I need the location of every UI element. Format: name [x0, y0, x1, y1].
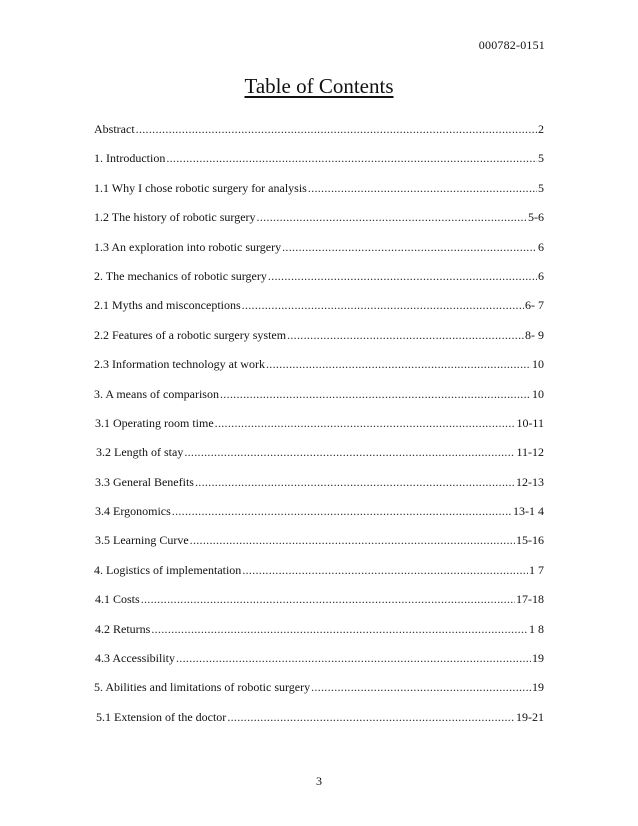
- toc-entry-page: 19-21: [516, 709, 544, 724]
- toc-entry: [94, 475, 544, 504]
- toc-entry-page: 6- 7: [525, 298, 544, 313]
- toc-leader: [308, 181, 537, 196]
- document-id: 000782-0151: [478, 38, 545, 52]
- toc-entry: [94, 710, 544, 739]
- toc-entry: [94, 680, 544, 709]
- toc-entry-page: 1 8: [529, 621, 544, 636]
- toc-entry: [94, 357, 544, 386]
- toc-entry-label: 1.3 An exploration into robotic surgery: [94, 239, 282, 254]
- toc-leader: [220, 387, 531, 402]
- toc-entry: [94, 328, 544, 357]
- toc-entry-page: 6: [538, 239, 544, 254]
- toc-leader: [172, 504, 512, 519]
- toc-entry-label: 1. Introduction: [94, 151, 166, 166]
- toc-entry-label: 3.1 Operating room time: [95, 415, 214, 430]
- toc-leader: [311, 680, 531, 695]
- toc-entry: [94, 240, 544, 269]
- toc-entry-page: 5-6: [528, 210, 544, 225]
- toc-entry-label: 1.2 The history of robotic surgery: [94, 210, 256, 225]
- toc-entry-label: 5. Abilities and limitations of robotic surgery: [94, 680, 311, 695]
- toc-leader: [215, 416, 516, 431]
- toc-entry: [94, 622, 544, 651]
- toc-entry: [94, 269, 544, 298]
- toc-entry-page: 17-18: [516, 592, 544, 607]
- toc-entry-page: 19: [532, 651, 544, 666]
- toc-entry: [94, 181, 544, 210]
- toc-entry: [94, 387, 544, 416]
- toc-entry: [94, 122, 544, 151]
- toc-entry: [94, 651, 544, 680]
- toc-leader: [166, 151, 537, 166]
- toc-leader: [136, 122, 537, 137]
- toc-entry-label: 2.1 Myths and misconceptions: [94, 298, 241, 313]
- toc-leader: [242, 298, 524, 313]
- toc-leader: [151, 622, 528, 637]
- toc-entry: [94, 563, 544, 592]
- toc-leader: [227, 710, 515, 725]
- toc-entry-label: 2.3 Information technology at work: [94, 357, 265, 372]
- table-of-contents: [94, 122, 544, 739]
- toc-entry-page: 5: [538, 180, 544, 195]
- toc-entry-page: 11-12: [516, 445, 544, 460]
- toc-entry-page: 6: [538, 268, 544, 283]
- toc-leader: [141, 592, 515, 607]
- toc-entry-page: 10: [532, 386, 544, 401]
- toc-entry-page: 8- 9: [525, 327, 544, 342]
- toc-leader: [195, 475, 515, 490]
- toc-entry-label: 4. Logistics of implementation: [94, 562, 242, 577]
- toc-entry-page: 19: [532, 680, 544, 695]
- toc-entry: [94, 298, 544, 327]
- toc-entry-label: 3.5 Learning Curve: [95, 533, 189, 548]
- toc-leader: [190, 533, 515, 548]
- toc-entry: [94, 445, 544, 474]
- toc-entry-page: 5: [538, 151, 544, 166]
- toc-entry: [94, 533, 544, 562]
- page-number: 3: [316, 774, 322, 788]
- toc-entry-label: 5.1 Extension of the doctor: [96, 709, 227, 724]
- toc-entry-label: 4.2 Returns: [95, 621, 151, 636]
- toc-leader: [268, 269, 537, 284]
- toc-entry: [94, 592, 544, 621]
- toc-leader: [287, 328, 524, 343]
- toc-entry-label: 1.1 Why I chose robotic surgery for analysis: [94, 180, 307, 195]
- toc-entry: [94, 210, 544, 239]
- toc-entry: [94, 151, 544, 180]
- toc-leader: [257, 210, 527, 225]
- toc-entry-label: 2.2 Features of a robotic surgery system: [94, 327, 287, 342]
- toc-leader: [266, 357, 531, 372]
- toc-entry-page: 15-16: [516, 533, 544, 548]
- page-title: Table of Contents: [244, 74, 394, 98]
- toc-entry-page: 12-13: [516, 474, 544, 489]
- toc-leader: [176, 651, 531, 666]
- toc-leader: [242, 563, 528, 578]
- toc-entry-page: 10-11: [516, 415, 544, 430]
- toc-entry-page: 1 7: [529, 562, 544, 577]
- toc-entry-page: 13-1 4: [513, 504, 544, 519]
- toc-entry-label: 3.2 Length of stay: [96, 445, 184, 460]
- toc-entry-label: Abstract: [94, 122, 135, 136]
- toc-entry-label: 3. A means of comparison: [94, 386, 219, 401]
- toc-entry-label: 4.3 Accessibility: [95, 651, 175, 666]
- toc-entry: [94, 416, 544, 445]
- toc-entry-label: 3.3 General Benefits: [95, 474, 194, 489]
- toc-entry-label: 2. The mechanics of robotic surgery: [94, 268, 267, 283]
- toc-entry-page: 2: [538, 122, 544, 136]
- toc-entry-label: 4.1 Costs: [95, 592, 140, 607]
- toc-leader: [184, 445, 515, 460]
- toc-entry-label: 3.4 Ergonomics: [95, 504, 171, 519]
- toc-leader: [282, 240, 537, 255]
- toc-entry: [94, 504, 544, 533]
- toc-entry-page: 10: [532, 357, 544, 372]
